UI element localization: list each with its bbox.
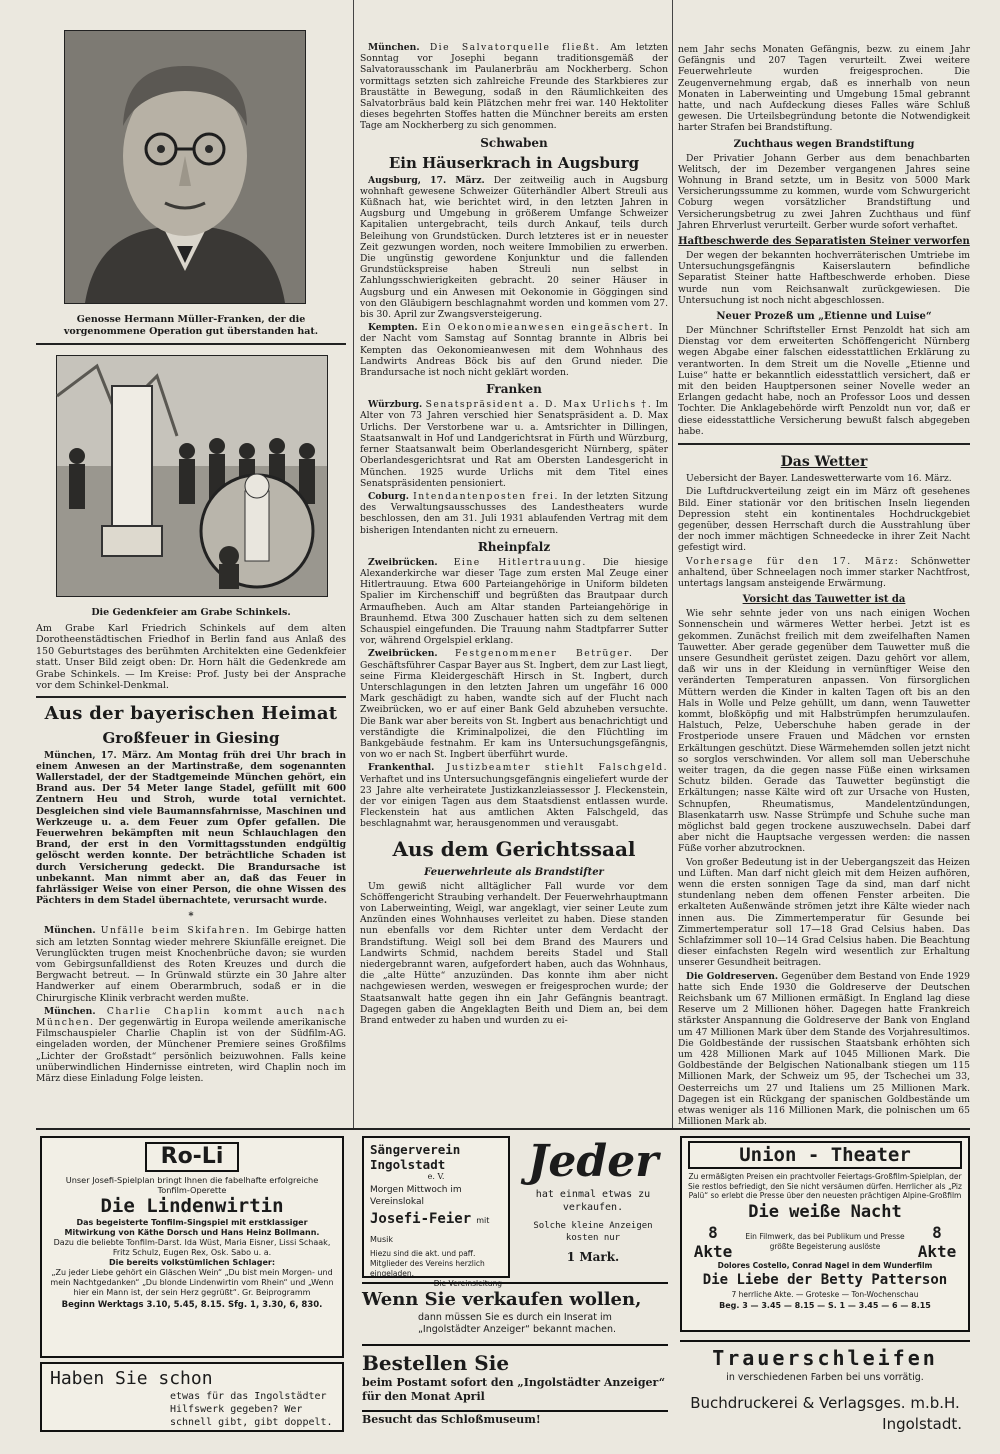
article-body: Der gegenwärtig in Europa weilende amerikanische Filmschauspieler Charlie Chaplin ist von der Südfilm-AG. eingeladen worden, der Münchener Premiere seines Großfilms „Lichter der Großstadt“ persönlich beizuwohnen. Falls keine unüberwindlichen Hindernisse eintreten, wird Chaplin noch im März diese Einladung Folge leisten. <box>36 1016 347 1084</box>
column-2 <box>360 0 668 1128</box>
union-title: Union - Theater <box>688 1141 962 1169</box>
union-row <box>688 1223 962 1261</box>
article-coburg <box>360 491 668 536</box>
union-line1: Zu ermäßigten Preisen ein prachtvoller Feiertags-Großfilm-Spielplan, der Sie restlos befriedigt, den Sie nicht versäumen dürfen. Herrlicher als „Piz Palü“ so erlebt die Presse über den neuesten prächtigen Alpine-Großfilm <box>688 1172 962 1200</box>
article-kempten <box>360 322 668 378</box>
article-title: Die Salvatorquelle fließt. <box>429 42 601 53</box>
article-goldreserven <box>678 971 970 1128</box>
trauer-city: Ingolstadt. <box>882 1415 962 1433</box>
article-title: Festgenommener Betrüger. <box>455 648 634 660</box>
ad-bestellen <box>362 1344 668 1446</box>
article-salvator <box>360 42 668 132</box>
article-lead: Zweibrücken. <box>368 556 438 568</box>
ad-union-theater <box>680 1136 970 1332</box>
article-lead: Würzburg. <box>368 399 423 411</box>
union-times: Beg. 3 — 3.45 — 8.15 — S. 1 — 3.45 — 6 — 8.15 <box>719 1300 931 1310</box>
article-wuerzburg <box>360 399 668 489</box>
ad-trauerschleifen <box>680 1340 970 1446</box>
verkaufen-text: dann müssen Sie es durch ein Inserat im „Ingolstädter Anzeiger“ bekannt machen. <box>418 1312 616 1335</box>
section-heading-bayern: Aus der bayerischen Heimat <box>44 702 338 724</box>
weather-overview: Die Luftdruckverteilung zeigt ein im März oft gesehenes Bild. Einer stationär vor den britischen Inseln liegenden Depression steht ein kontinentales Hochdruckgebiet gegenüber, dessen Herrschaft durch die Ausstrahlung über der noch immer mächtigen Schneedecke in ihrer Zeit Nacht gefestigt wird. <box>678 486 970 554</box>
article-feuerwehrleute: Um gewiß nicht alltäglicher Fall wurde vor dem Schöffengericht Straubing verhandelt. Der Feuerwehrhauptmann von Laberweinting, Weigl, war angeklagt, vier seiner Leute zum Anzünden eines Wohnhauses verleitet zu haben. Diese standen nun ebenfalls vor dem Richter unter dem Verdacht der Brandstiftung. Weigl soll bei dem Brand des Maurers und Landwirts Schmid, nachdem bereits Stadel und Stall niedergebrannt waren, aufgefordert haben, auch das Wohnhaus, die „alte Hütte“ anzuzünden. Das konnte ihm aber nicht nachgewiesen werden, weswegen er freigesprochen wurde; der Staatsanwalt hatte gegen ihn ein Jahr Gefängnis beantragt. Dagegen gaben die Angeklagten Beith und Diem an, bei dem Brand entweder zu haben und wurden zu ei- <box>360 880 668 1027</box>
article-lead: Coburg. <box>368 490 410 502</box>
portrait-photo <box>64 30 306 304</box>
memorial-caption-text: Am Grabe Karl Friedrich Schinkels auf dem alten Dorotheenstädtischen Friedhof in Berlin fand aus Anlaß des 150 Geburtstages des berühmten Architekten eine Gedenkfeier statt. Unser Bild zeigt oben: Dr. Horn hält die Gedenkrede am Grabe Schinkels. — Im Kreise: Prof. Justy bei der Ansprache vor dem Schinkel-Denkmal. <box>36 622 346 691</box>
article-haftbeschwerde: Der wegen der bekannten hochverräterischen Umtriebe im Untersuchungsgefängnis Kaiserslautern befindliche Separatist Steiner hatte Haftbeschwerde erhoben. Diese wurde nun vom Reichsanwalt zurückgewiesen. Die Untersuchung ist noch nicht abgeschlossen. <box>678 250 970 306</box>
haben-text: etwas für das Ingolstädter Hilfswerk gegeben? Wer schnell gibt, gibt doppelt. <box>170 1391 333 1428</box>
saenger-musik: mit Musik <box>370 1216 490 1244</box>
roli-line5: „Zu jeder Liebe gehört ein Gläschen Wein“ „Du bist mein Morgen- und mein Nachtgedanken“ „Du blonde Lindenwirtin vom Rhein“ und „Wenn hier ein Mann ist, der sein Herz gegrüßt“. Gr. Beiprogramm <box>50 1268 334 1297</box>
article-heading-zuchthaus: Zuchthaus wegen Brandstiftung <box>733 138 915 150</box>
bestellen-text: beim Postamt sofort den „Ingolstädter Anzeiger“ für den Monat April <box>362 1376 666 1403</box>
article-body: Im Gebirge hatten sich am letzten Sonntag wieder mehrere Skiunfälle ereignet. Die Verunglückten trugen meist Knochenbrüche davon; sie wurden vom Gebirgsunfalldienst des Roten Kreuzes und durch die Bergwacht betreut. — In Grünwald stürzte ein 30 Jahre alter Handwerker auf einem Oberarmbruch, sodaß er in die Chirurgische Klinik verbracht werden mußte. <box>36 925 347 1004</box>
article-lead: Kempten. <box>368 322 418 334</box>
article-lead: München. <box>44 925 96 937</box>
article-lead: Augsburg, 17. März. <box>368 174 485 186</box>
article-body: In der Nacht vom Samstag auf Sonntag brannte in Albris bei Kempten das Oekonomieanwesen mit dem Wohnhaus des Landwirts Andreas Böck bis auf den Grund nieder. Die Brandursache ist noch nicht geklärt worden. <box>360 322 669 379</box>
roli-line3: Dazu die beliebte Tonfilm-Darst. Ida Wüst, Maria Eisner, Lissi Schaak, Fritz Schulz, Eugen Rex, Osk. Sabo u. a. <box>53 1238 331 1257</box>
roli-line1: Unser Josefi-Spielplan bringt Ihnen die fabelhafte erfolgreiche Tonfilm-Operette <box>65 1175 319 1195</box>
article-falschgeld <box>360 762 668 829</box>
roli-title: Ro-Li <box>145 1142 240 1172</box>
article-hitlertrauung <box>360 557 668 647</box>
article-lead: München. <box>368 42 420 53</box>
article-title: Charlie Chaplin kommt auch nach München. <box>36 1005 347 1028</box>
union-line3: 7 herrliche Akte. — Groteske — Ton-Wochenschau <box>731 1289 919 1299</box>
saenger-sign: Die Vereinsleitung <box>433 1279 502 1288</box>
portrait-illustration <box>65 31 305 303</box>
article-lead: Frankenthal. <box>368 762 435 774</box>
jeder-line1: hat einmal etwas zu verkaufen. <box>535 1189 651 1213</box>
portrait-caption: Genosse Hermann Müller-Franken, der die vorgenommene Operation gut überstanden hat. <box>63 314 319 337</box>
article-chaplin <box>36 1006 346 1084</box>
article-title: Eine Hitlertrauung. <box>453 556 587 568</box>
article-feuerwehrleute-cont: nem Jahr sechs Monaten Gefängnis, bezw. zu einem Jahr Gefängnis und 207 Tagen verurteilt. Zwei weitere Feuerwehrleute wurden freigesprochen. Die Zeugenvernehmung ergab, daß es innerhalb von neun Monaten in Laberweinting und Umgebung 15mal gebrannt hatte, und nach Aufdeckung dieses Falles wäre Schluß gewesen. Die Urteilsbegründung betonte die Notwendigkeit harter Strafen bei Brandstiftung. <box>678 44 970 134</box>
article-title: Justizbeamter stiehlt Falschgeld. <box>446 762 668 774</box>
saenger-fest: Josefi-Feier <box>370 1211 472 1227</box>
ad-jeder <box>518 1136 668 1278</box>
region-heading-schwaben: Schwaben <box>480 135 548 150</box>
article-heading-feuerwehrleute: Feuerwehrleute als Brandstifter <box>424 866 604 878</box>
saenger-line1: Morgen Mittwoch im Vereinslokal <box>370 1185 462 1207</box>
region-heading-rheinpfalz: Rheinpfalz <box>477 539 551 554</box>
article-body: Die hiesige Alexanderkirche war dieser Tage zum ersten Mal Zeuge einer Hitlertrauung. Etwa 600 Parteiangehörige in Uniform bildeten Spalier im Kirchenschiff und begrüßten das Brautpaar durch Armaufheben. Auch am Altar standen Parteiangehörige in Braunhemd. Etwa 300 Zuschauer hatten sich zu dem seltenen Schauspiel eingefunden. Die Trauung nahm Stadtpfarrer Sutter vor, während Orgelspiel erklang. <box>360 556 669 647</box>
bestellen-title: Bestellen Sie <box>362 1351 510 1375</box>
divider <box>36 343 346 345</box>
union-cast: Dolores Costello, Conrad Nagel in dem Wunderfilm <box>717 1260 933 1270</box>
roli-line4: Die bereits volkstümlichen Schlager: <box>108 1258 276 1267</box>
roli-film: Die Lindenwirtin <box>100 1195 284 1217</box>
article-title: Intendantenposten frei. <box>413 490 559 502</box>
article-zuchthaus: Der Privatier Johann Gerber aus dem benachbarten Welitsch, der im Dezember vergangenen Jahres seine Wohnung in Brand setzte, um in Besitz von 5000 Mark Versicherungssumme zu kommen, wurde vom Schwurgericht Coburg wegen vorsätzlicher Brandstiftung und Versicherungsbetrug zu zwei Jahren Zuchthaus und fünf Jahren Ehrverlust verurteilt. Gerber wurde sofort verhaftet. <box>678 152 970 231</box>
article-heading-tauwetter: Vorsicht das Tauwetter ist da <box>742 594 906 606</box>
haben-title: Haben Sie schon <box>50 1368 213 1389</box>
union-akte1: 8 Akte <box>693 1222 733 1261</box>
weather-subtitle: Uebersicht der Bayer. Landeswetterwarte vom 16. März. <box>686 473 952 485</box>
jeder-title: Jeder <box>527 1136 659 1187</box>
weather-heading: Das Wetter <box>780 454 868 471</box>
article-lead: Die Goldreserven. <box>686 970 779 982</box>
article-lead: Zweibrücken. <box>368 648 438 660</box>
saenger-fest-line <box>370 1208 502 1246</box>
trauer-line: in verschiedenen Farben bei uns vorrätig. <box>726 1372 924 1383</box>
article-grossfeuer <box>36 750 346 907</box>
article-heading-prozess: Neuer Prozeß um „Etienne und Luise“ <box>716 311 932 323</box>
article-body: Der zeitweilig auch in Augsburg wohnhaft gewesene Schweizer Güterhändler Albert Streuli aus Küßnach hat, wie berichtet wird, in den letzten Jahren in Augsburg und Umgebung in größerem Umfange Schweizer Kapitalien untergebracht, teils durch Ankauf, teils durch Beleihung von Grundstücken. Durch letzteres ist er in neuester Zeit gezwungen worden, noch weitere Immobilien zu erwerben. Die ungünstig gewordene Konjunktur und die fallenden Grundstückspreise haben Streuli nun selbst in Zahlungsschwierigkeiten gebracht. 20 seiner Häuser in Augsburg und ein Anwesen mit Oekonomie in Göggingen sind von den Gläubigern beschlagnahmt worden und kommen vom 27. bis 30. April zur Zwangsversteigerung. <box>360 174 669 321</box>
divider <box>36 696 346 698</box>
union-film2: Die Liebe der Betty Patterson <box>702 1271 948 1288</box>
ads-divider <box>36 1128 970 1130</box>
article-haeuserkrach <box>360 175 668 321</box>
article-tauwetter-2: Von großer Bedeutung ist in der Uebergangszeit das Heizen und Lüften. Man darf nicht gleich mit dem Heizen aufhören, wenn die ersten sonnigen Tage da sind, man darf nicht stundenlang neben dem offenen Fenster arbeiten. Die erkalteten Außenwände strömen jetzt ihre Kälte wieder nach innen aus. Die Zimmertemperatur für Gesunde bei Zimmertemperatur soll 17—18 Grad Celsius haben. Das Schlafzimmer soll 10—14 Grad Celsius haben. Die Beachtung dieser einfachsten Regeln wird wesentlich zur Erhaltung unserer Gesundheit beitragen. <box>678 856 970 969</box>
article-lead: München. <box>44 1005 96 1017</box>
memorial-caption-title: Die Gedenkfeier am Grabe Schinkels. <box>91 607 291 618</box>
trauer-firm: Buchdruckerei & Verlagsges. m.b.H. <box>690 1394 960 1412</box>
article-body: Im Alter von 73 Jahren verschied hier Senatspräsident a. D. Max Urlichs. Der Verstorbene war u. a. Amtsrichter in Dillingen, Staatsanwalt in Hof und Landgerichtsrat in Fürth und Würzburg, ferner Staatsanwalt beim Oberlandesgericht Nürnberg, später Oberlandesgerichtsrat und Rat am Obersten Landesgericht in München. 1925 wurde Urlichs mit dem Titel eines Senatspräsidenten pensioniert. <box>360 399 668 489</box>
divider <box>678 443 970 445</box>
jeder-price: 1 Mark. <box>566 1250 620 1264</box>
union-film1: Die weiße Nacht <box>748 1201 902 1222</box>
weather-forecast <box>678 556 970 590</box>
ad-haben-sie-schon <box>40 1362 344 1432</box>
trauer-title: Trauerschleifen <box>712 1346 938 1370</box>
memorial-photo <box>56 355 328 597</box>
saenger-line2: Hiezu sind die akt. und paff. Mitglieder des Vereins herzlich eingeladen. <box>370 1249 485 1278</box>
article-lead: München, 17. März. <box>44 749 152 761</box>
column-1 <box>36 0 346 1128</box>
forecast-body: Schönwetter anhaltend, über Schneelagen noch immer starker Nachtfrost, untertags langsam ansteigende Erwärmung. <box>678 555 971 589</box>
star-separator: * <box>188 911 194 923</box>
saenger-title: Sängerverein Ingolstadt <box>370 1142 461 1172</box>
jeder-line2: Solche kleine Anzeigen kosten nur <box>533 1221 653 1243</box>
roli-line2: Das begeisterte Tonfilm-Singspiel mit erstklassiger Mitwirkung von Käthe Dorsch und Hans Heinz Bollmann. <box>64 1218 320 1237</box>
article-betrueger <box>360 648 668 760</box>
article-title: Senatspräsident a. D. Max Urlichs †. <box>425 399 653 411</box>
article-body: In der letzten Sitzung des Verwaltungsausschusses des Landestheaters wurde beschlossen, den am 31. Juli 1931 ablaufenden Vertrag mit dem bisherigen Intendanten nicht zu erneuern. <box>360 490 669 536</box>
column-rule-1 <box>353 0 354 1128</box>
article-body: Am letzten Sonntag vor Josephi begann traditionsgemäß der Salvatorausschank im Paulanerbräu am Nockherberg. Schon vormittags setzten sich zahlreiche Freunde des Starkbieres zur Braustätte in Bewegung, sodaß in den Räumlichkeiten des Salvatorbräus bald kein Plätzchen mehr frei war. 140 Hektoliter dieses begehrten Stoffes hatten die Münchner bereits am ersten Tage am Nockherberg zu sich genommen. <box>360 42 668 132</box>
article-heading-grossfeuer: Großfeuer in Giesing <box>102 728 280 747</box>
article-body: Verhaftet und ins Untersuchungsgefängnis eingeliefert wurde der 23 Jahre alte verheiratete Justizkanzleiassessor J. Fleckenstein, der vor einigen Tagen aus dem Staatsdienst entlassen wurde. Fleckenstein hat aus amtlichen Akten Falschgeld, das beschlagnahmt war, herausgenommen und verausgabt. <box>360 773 668 830</box>
ad-saengerverein <box>362 1136 510 1288</box>
article-body: Gegenüber dem Bestand von Ende 1929 hatte sich Ende 1930 die Goldreserve der Deutschen Reichsbank um 67 Millionen ermäßigt. In England lag diese Reserve um 2 Millionen höher. Dagegen hatte Frankreich stärkster Anspannung die Goldreserve der Bank von England um 47 Millionen Mark über dem Stande des Vorjahresultimos. Die Goldbestände der russischen Staatsbank erhöhten sich um 428 Millionen Mark auf 1045 Millionen Mark. Die Goldbestände der Belgischen Nationalbank stiegen um 115 Millionen Mark, der Schweiz um 95, der Tschechei um 33, Oesterreichs um 27 und Italiens um 25 Millionen Mark. Dagegen ist ein Rückgang der spanischen Goldbestände um etwas weniger als 116 Millionen Mark, die polnischen um 65 Millionen Mark ab. <box>678 970 971 1128</box>
article-title: Ein Oekonomieanwesen eingeäschert. <box>422 322 655 334</box>
memorial-illustration <box>57 356 327 596</box>
ad-verkaufen <box>362 1282 668 1342</box>
article-body: Am Montag früh drei Uhr brach in einem Anwesen an der Martinstraße, dem sogenannten Wallerstadel, der der Stadtgemeinde München gehört, ein Brand aus. Der 54 Meter lange Stadel, gefüllt mit 600 Zentnern Heu und Stroh, wurde total vernichtet. Desgleichen sind viele Baumannsfahrnisse, Maschinen und Werkzeuge u. a. dem Feuer zum Opfer gefallen. Die Feuerwehren bekämpften mit neun Schlauchlagen den Brand, der erst in den Vormittagsstunden endgültig gelöscht werden konnte. Der beträchtliche Schaden ist durch Versicherung gedeckt. Die Brandursache ist unbekannt. Man nimmt aber an, daß das Feuer in fahrlässiger Weise von einer Person, die ohne Wissen des Pächters in dem Stadel übernachtete, verursacht wurde. <box>36 749 347 907</box>
article-prozess: Der Münchner Schriftsteller Ernst Penzoldt hat sich am Dienstag vor dem erweiterten Schöffengericht Nürnberg wegen Abgabe einer falschen eidesstattlichen Erklärung zu verantworten. In dem Streit um die Novelle „Etienne und Luise“ hatte er bekanntlich eidesstattlich versichert, daß er mit den beiden Hauptpersonen seiner Novelle weder an Erlangen gedacht habe, noch an Professor Loos und dessen Tochter. Die Anklagebehörde wirft Penzoldt nun vor, daß er diese eidesstattliche Versicherung bewußt falsch abgegeben habe. <box>678 325 970 437</box>
article-title: Unfälle beim Skifahren. <box>100 925 251 937</box>
union-akte2: 8 Akte <box>917 1222 957 1261</box>
union-line2: Ein Filmwerk, das bei Publikum und Presse größte Begeisterung auslöste <box>745 1232 905 1251</box>
besucht-text: Besucht das Schloßmuseum! <box>362 1410 668 1428</box>
column-3 <box>678 0 970 1128</box>
ad-roli <box>40 1136 344 1358</box>
verkaufen-title: Wenn Sie verkaufen wollen, <box>362 1289 642 1310</box>
section-heading-gerichtssaal: Aus dem Gerichtssaal <box>392 836 636 861</box>
region-heading-franken: Franken <box>486 382 542 397</box>
article-heading-haeuserkrach: Ein Häuserkrach in Augsburg <box>388 153 640 172</box>
article-body: Der Geschäftsführer Caspar Bayer aus St. Ingbert, dem zur Last liegt, seine Firma Kleidergeschäft Hirsch in St. Ingbert, durch Unterschlagungen in den letzten Jahren um ungefähr 16 000 Mark geschädigt zu haben, wandte sich auf der Flucht nach Zweibrücken, wo er auf einer Bank Geld abzuheben versuchte. Die Bank war aber bereits von St. Ingbert aus benachrichtigt und verständigte die Kriminalpolizei, die den Flüchtling im Bankgebäude festnahm. Er kam ins Untersuchungsgefängnis, von wo er nach St. Ingbert überführt wurde. <box>360 648 669 761</box>
article-tauwetter: Wie sehr sehnte jeder von uns nach einigen Wochen Sonnenschein und wärmeres Wetter herbei. Jetzt ist es gekommen. Zunächst freilich mit dem zweifelhaften Namen Tauwetter. Aber gerade gegenüber dem Tauwetter muß die unsere Gesundheit gerüstet zeigen. Dazu gehört vor allem, daß wir uns in der Kleidung in vernünftiger Weise den veränderten Temperaturen anpassen. Von fürsorglichen Müttern werden die Kinder in kalten Tagen oft bis an den Hals in Wolle und Pelze gehüllt, um dann, wenn Tauwetter kommt, bloßköpfig und mit Halbstrümpfen herumzulaufen. Halstuch, Pelze, Ueberschuhe haben gerade in der Frostperiode unsere Frauen und Mädchen vor ernsten Erkältungen geschützt. Diese Wärmehemden sollen jetzt nicht so sorglos verschwinden. Vor allem soll man Ueberschuhe weiter tragen, da die gegen nasse Füße einen wirksamen Schutz bilden. Gerade das Tauwetter begünstigt die Erkältungen; nasse Kälte wird oft zur Ursache von Husten, Schnupfen, Rheumatismus, Mandelentzündungen, Blasenkatarrh usw. Nasse Strümpfe und Schuhe suche man möglichst bald gegen trockene auszuwechseln. Dabei darf aber nicht die Hauptsache vergessen werden: die nassen Füße vorher abzutrocknen. <box>678 608 970 855</box>
forecast-lead: Vorhersage für den 17. März: <box>686 555 900 567</box>
roli-times: Beginn Werktags 3.10, 5.45, 8.15. Sfg. 1, 3.30, 6, 830. <box>61 1300 323 1310</box>
article-skiunfaelle <box>36 925 346 1003</box>
column-rule-2 <box>672 0 673 1128</box>
saenger-ev: e. V. <box>427 1172 445 1181</box>
article-heading-haftbeschwerde: Haftbeschwerde des Separatisten Steiner verworfen <box>678 236 970 248</box>
